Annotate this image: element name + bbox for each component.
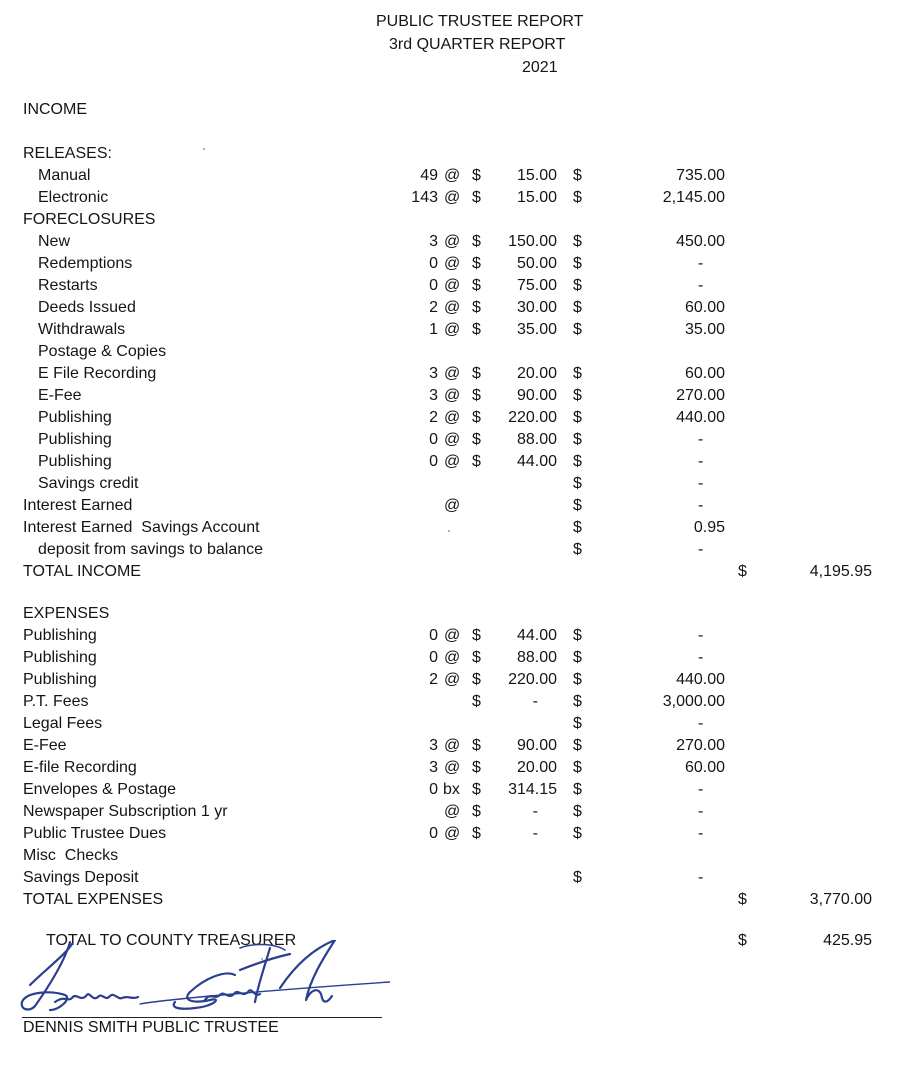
total-expenses-amount: 3,770.00 xyxy=(809,891,872,908)
row-currency: $ xyxy=(573,649,582,666)
total-income-label: TOTAL INCOME xyxy=(23,563,141,580)
total-currency: $ xyxy=(738,891,747,908)
expense-row xyxy=(0,867,903,889)
row-label: deposit from savings to balance xyxy=(38,541,264,558)
row-count: 0 xyxy=(429,255,438,272)
row-count: 0 xyxy=(429,431,438,448)
row-rate: - xyxy=(532,825,538,842)
row-at: @ xyxy=(444,497,461,514)
row-at: @ xyxy=(444,627,461,644)
row-count: 49 xyxy=(420,167,438,184)
row-label: Publishing xyxy=(38,453,112,470)
income-row xyxy=(0,297,903,319)
row-currency: $ xyxy=(573,869,582,886)
row-rate: 90.00 xyxy=(516,737,557,754)
interest-savings-row xyxy=(0,517,903,539)
row-currency: $ xyxy=(472,737,481,754)
row-currency: $ xyxy=(573,387,582,404)
income-row xyxy=(0,319,903,341)
total-currency: $ xyxy=(738,932,747,949)
row-currency: $ xyxy=(472,627,481,644)
row-currency: $ xyxy=(472,255,481,272)
row-count: 3 xyxy=(429,365,438,382)
row-label: New xyxy=(38,233,71,250)
row-count: 0 xyxy=(429,781,438,798)
row-label: E File Recording xyxy=(38,365,157,382)
row-currency: $ xyxy=(472,671,481,688)
row-at: @ xyxy=(444,387,461,404)
row-currency: $ xyxy=(573,825,582,842)
row-amount: 60.00 xyxy=(684,365,725,382)
total-income-row xyxy=(0,561,903,583)
scan-speck xyxy=(448,530,450,532)
row-label: Manual xyxy=(38,167,91,184)
row-currency: $ xyxy=(573,541,582,558)
row-currency: $ xyxy=(573,409,582,426)
row-count: 0 xyxy=(429,649,438,666)
income-row xyxy=(0,429,903,451)
row-rate: - xyxy=(532,693,538,710)
row-amount: 3,000.00 xyxy=(662,693,725,710)
row-label: E-file Recording xyxy=(23,759,137,776)
row-at: @ xyxy=(444,825,461,842)
row-currency: $ xyxy=(472,277,481,294)
row-currency: $ xyxy=(573,167,582,184)
row-at: @ xyxy=(444,649,461,666)
expense-row xyxy=(0,801,903,823)
releases-heading: RELEASES: xyxy=(23,145,112,162)
income-row xyxy=(0,187,903,209)
row-label: Savings Deposit xyxy=(23,869,139,886)
row-currency: $ xyxy=(573,497,582,514)
row-amount: 440.00 xyxy=(676,671,725,688)
row-amount: - xyxy=(698,781,704,798)
row-amount: 0.95 xyxy=(693,519,725,536)
row-at: @ xyxy=(444,671,461,688)
row-rate: 50.00 xyxy=(516,255,557,272)
row-currency: $ xyxy=(573,431,582,448)
row-amount: - xyxy=(698,431,704,448)
row-amount: 2,145.00 xyxy=(662,189,725,206)
row-currency: $ xyxy=(573,715,582,732)
interest-earned-row xyxy=(0,495,903,517)
row-label: Postage & Copies xyxy=(38,343,167,360)
row-rate: 75.00 xyxy=(516,277,557,294)
row-rate: 150.00 xyxy=(508,233,557,250)
row-amount: - xyxy=(698,255,704,272)
row-label: Legal Fees xyxy=(23,715,103,732)
row-rate: 35.00 xyxy=(516,321,557,338)
income-row xyxy=(0,473,903,495)
row-rate: 30.00 xyxy=(516,299,557,316)
row-count: 0 xyxy=(429,627,438,644)
row-count: 2 xyxy=(429,409,438,426)
income-row xyxy=(0,275,903,297)
row-amount: - xyxy=(698,869,704,886)
row-at: @ xyxy=(444,255,461,272)
row-at: @ xyxy=(444,759,461,776)
income-row xyxy=(0,231,903,253)
row-rate: 220.00 xyxy=(508,409,557,426)
row-amount: 270.00 xyxy=(676,387,725,404)
row-currency: $ xyxy=(573,781,582,798)
row-rate: 15.00 xyxy=(516,189,557,206)
foreclosures-heading-row xyxy=(0,209,903,231)
row-rate: 220.00 xyxy=(508,671,557,688)
releases-heading-row xyxy=(0,143,903,165)
row-at: @ xyxy=(444,189,461,206)
income-row xyxy=(0,407,903,429)
row-label: Publishing xyxy=(23,649,97,666)
row-amount: 60.00 xyxy=(684,299,725,316)
expense-row xyxy=(0,647,903,669)
row-at: @ xyxy=(444,409,461,426)
row-currency: $ xyxy=(472,387,481,404)
expense-row xyxy=(0,713,903,735)
row-rate: 88.00 xyxy=(516,649,557,666)
row-label: P.T. Fees xyxy=(23,693,89,710)
row-currency: $ xyxy=(472,365,481,382)
row-count: 0 xyxy=(429,825,438,842)
row-amount: - xyxy=(698,277,704,294)
row-amount: - xyxy=(698,475,704,492)
row-amount: - xyxy=(698,627,704,644)
report-title: PUBLIC TRUSTEE REPORT xyxy=(376,13,584,30)
row-amount: - xyxy=(698,825,704,842)
report-subtitle: 3rd QUARTER REPORT xyxy=(389,36,566,53)
income-heading-row xyxy=(0,99,903,121)
total-currency: $ xyxy=(738,563,747,580)
row-currency: $ xyxy=(573,453,582,470)
row-currency: $ xyxy=(472,431,481,448)
row-count: 2 xyxy=(429,671,438,688)
row-currency: $ xyxy=(472,781,481,798)
row-at: @ xyxy=(444,431,461,448)
row-currency: $ xyxy=(573,693,582,710)
expenses-heading: EXPENSES xyxy=(23,605,110,622)
row-currency: $ xyxy=(573,759,582,776)
income-row xyxy=(0,341,903,363)
row-rate: 20.00 xyxy=(516,365,557,382)
row-amount: 450.00 xyxy=(676,233,725,250)
row-label: Deeds Issued xyxy=(38,299,136,316)
row-at: @ xyxy=(444,453,461,470)
row-label: Publishing xyxy=(38,431,112,448)
row-rate: - xyxy=(532,803,538,820)
county-treasurer-label: TOTAL TO COUNTY TREASURER xyxy=(46,932,297,949)
row-label: E-Fee xyxy=(38,387,82,404)
scan-speck xyxy=(261,958,263,960)
row-amount: - xyxy=(698,803,704,820)
row-at: @ xyxy=(444,365,461,382)
row-currency: $ xyxy=(472,189,481,206)
expense-row xyxy=(0,625,903,647)
row-count: 2 xyxy=(429,299,438,316)
income-row xyxy=(0,363,903,385)
expense-row xyxy=(0,757,903,779)
row-amount: - xyxy=(698,541,704,558)
row-count: 0 xyxy=(429,277,438,294)
row-label: Misc Checks xyxy=(23,847,119,864)
row-label: Publishing xyxy=(23,627,97,644)
row-currency: $ xyxy=(573,627,582,644)
row-currency: $ xyxy=(573,737,582,754)
row-label: Withdrawals xyxy=(38,321,126,338)
row-at: @ xyxy=(444,277,461,294)
row-count: 143 xyxy=(411,189,438,206)
row-currency: $ xyxy=(573,277,582,294)
handwritten-signature xyxy=(10,940,390,1020)
row-at: @ xyxy=(444,299,461,316)
row-amount: 440.00 xyxy=(676,409,725,426)
row-currency: $ xyxy=(472,453,481,470)
expense-row xyxy=(0,691,903,713)
row-count: 3 xyxy=(429,387,438,404)
report-year: 2021 xyxy=(522,59,558,76)
deposit-from-savings-row xyxy=(0,539,903,561)
row-amount: 60.00 xyxy=(684,759,725,776)
row-count: 3 xyxy=(429,759,438,776)
row-currency: $ xyxy=(472,321,481,338)
row-at: @ xyxy=(444,803,461,820)
row-label: Publishing xyxy=(38,409,112,426)
row-amount: - xyxy=(698,497,704,514)
row-currency: $ xyxy=(472,759,481,776)
row-label: Redemptions xyxy=(38,255,133,272)
row-label: Interest Earned xyxy=(23,497,133,514)
income-row xyxy=(0,385,903,407)
row-at: bx xyxy=(443,781,460,798)
row-currency: $ xyxy=(472,409,481,426)
row-amount: 270.00 xyxy=(676,737,725,754)
row-currency: $ xyxy=(573,321,582,338)
row-label: Savings credit xyxy=(38,475,139,492)
row-currency: $ xyxy=(573,475,582,492)
row-label: Envelopes & Postage xyxy=(23,781,176,798)
row-currency: $ xyxy=(573,803,582,820)
expense-row xyxy=(0,669,903,691)
row-label: Interest Earned Savings Account xyxy=(23,519,260,536)
income-row xyxy=(0,451,903,473)
total-income-amount: 4,195.95 xyxy=(809,563,872,580)
income-row xyxy=(0,253,903,275)
row-rate: 314.15 xyxy=(508,781,557,798)
expense-row xyxy=(0,779,903,801)
row-currency: $ xyxy=(472,649,481,666)
row-rate: 90.00 xyxy=(516,387,557,404)
row-amount: - xyxy=(698,453,704,470)
row-rate: 20.00 xyxy=(516,759,557,776)
row-currency: $ xyxy=(573,233,582,250)
row-currency: $ xyxy=(472,299,481,316)
row-label: E-Fee xyxy=(23,737,67,754)
row-rate: 15.00 xyxy=(516,167,557,184)
row-at: @ xyxy=(444,321,461,338)
row-currency: $ xyxy=(573,189,582,206)
row-count: 3 xyxy=(429,233,438,250)
signatory-name: DENNIS SMITH PUBLIC TRUSTEE xyxy=(23,1019,279,1036)
row-currency: $ xyxy=(573,365,582,382)
row-label: Newspaper Subscription 1 yr xyxy=(23,803,228,820)
expense-row xyxy=(0,823,903,845)
row-currency: $ xyxy=(472,825,481,842)
row-count: 1 xyxy=(429,321,438,338)
row-currency: $ xyxy=(472,233,481,250)
row-label: Publishing xyxy=(23,671,97,688)
row-currency: $ xyxy=(472,693,481,710)
row-rate: 44.00 xyxy=(516,627,557,644)
expense-row xyxy=(0,735,903,757)
scan-speck xyxy=(203,148,205,150)
income-heading: INCOME xyxy=(23,101,87,118)
expense-row xyxy=(0,845,903,867)
total-expenses-row xyxy=(0,889,903,911)
row-currency: $ xyxy=(573,255,582,272)
row-amount: - xyxy=(698,649,704,666)
row-at: @ xyxy=(444,233,461,250)
row-amount: 735.00 xyxy=(676,167,725,184)
row-amount: 35.00 xyxy=(684,321,725,338)
expenses-heading-row xyxy=(0,603,903,625)
row-label: Restarts xyxy=(38,277,98,294)
row-at: @ xyxy=(444,167,461,184)
county-treasurer-amount: 425.95 xyxy=(823,932,872,949)
row-label: Electronic xyxy=(38,189,109,206)
row-currency: $ xyxy=(573,519,582,536)
row-label: Public Trustee Dues xyxy=(23,825,167,842)
row-currency: $ xyxy=(472,803,481,820)
row-rate: 88.00 xyxy=(516,431,557,448)
row-amount: - xyxy=(698,715,704,732)
row-at: @ xyxy=(444,737,461,754)
row-currency: $ xyxy=(472,167,481,184)
row-count: 0 xyxy=(429,453,438,470)
row-rate: 44.00 xyxy=(516,453,557,470)
row-count: 3 xyxy=(429,737,438,754)
income-row xyxy=(0,165,903,187)
total-expenses-label: TOTAL EXPENSES xyxy=(23,891,164,908)
row-currency: $ xyxy=(573,299,582,316)
row-currency: $ xyxy=(573,671,582,688)
foreclosures-heading: FORECLOSURES xyxy=(23,211,156,228)
